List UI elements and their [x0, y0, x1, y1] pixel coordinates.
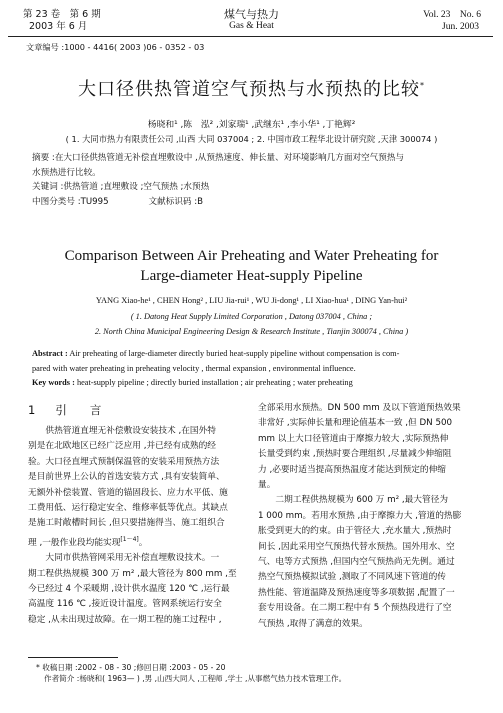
abstract-en	[32, 347, 472, 391]
body-line: 工费用低、运行稳定安全、维修率低等优点。其缺点	[28, 503, 228, 514]
title-en-line-2: Large-diameter Heat-supply Pipeline	[140, 268, 363, 284]
month-label: Jun. 2003	[442, 22, 479, 32]
body-line: 今已经过 4 个采暖期 ,设计供水温度 120 ℃ ,运行最	[28, 583, 230, 594]
body-line: 二期工程供热规模为 600 万 m² ,最大管径为	[275, 495, 449, 506]
affiliation-en-1: ( 1. Datong Heat Supply Limited Corporation , Datong 037004 , China ;	[130, 312, 373, 321]
body-line: 热空气预热模拟试验 ,测取了不同风速下管道的传	[258, 572, 446, 583]
title-en	[0, 246, 503, 286]
journal-title-en: Gas & Heat	[229, 21, 274, 31]
keywords-cn: 关键词 :供热管道 ;直埋敷设 ;空气预热 ;水预热	[32, 182, 210, 192]
body-line: 高温度 116 ℃ ,接近设计温度。管网系统运行安全	[28, 599, 222, 610]
title-footnote-mark: *	[420, 81, 425, 90]
body-line: 是目前世界上公认的首选安装方式 ,具有安装简单、	[28, 472, 225, 483]
footnote-rule	[28, 657, 118, 658]
abstract-cn-line: 水预热进行比较。	[32, 167, 101, 178]
body-line: 套专用设备。在二期工程中有 5 个预热段进行了空	[258, 603, 452, 614]
authors-cn: 杨晓和¹ ,陈 泓² ,刘家瑞¹ ,武继东¹ ,李小华¹ ,丁艳辉²	[147, 120, 356, 130]
body-line: 力 ,必要时适当提高预热温度才能达到预定的伸缩	[258, 464, 446, 475]
body-line: 非常好 ,实际伸长量和理论值基本一致 ,但 DN 500	[258, 418, 453, 429]
right-column	[258, 401, 480, 632]
section-number: 1	[28, 403, 36, 417]
abstract-en-line-2: pared with water preheating in preheating velocity , thermal expansion , environmental influence.	[32, 363, 356, 373]
body-line: 是施工时敞槽时间长 ,但只要措施得当、施工组织合	[28, 518, 225, 529]
journal-title-cn: 煤气与热力	[224, 8, 279, 21]
classification-row	[32, 195, 404, 210]
body-line: 热性能、管道温降及预热速度等多项数据 ,配置了一	[258, 587, 455, 598]
body-line: 稳定 ,从未出现过故障。在一期工程的施工过程中 ,	[28, 614, 222, 625]
body-line	[28, 532, 250, 551]
citation: [1～4]	[120, 535, 139, 543]
article-number: 文章编号 :1000 - 4416( 2003 )06 - 0352 - 03	[26, 42, 205, 52]
body-line: mm 以上大口径管道由于摩擦力较大 ,实际预热伸	[258, 433, 449, 444]
body-line: 全部采用水预热。DN 500 mm 及以下管道预热效果	[258, 403, 461, 413]
volume-label: Vol. 23 No. 6	[423, 10, 481, 20]
body-line: 验。大口径直埋式预制保温管的安装采用预热方法	[28, 456, 220, 467]
footnote-received: * 收稿日期 :2002 - 08 - 30 ;修回日期 :2003 - 05 - 20	[36, 663, 226, 672]
body-line: 气、电等方式预热 ,但国内空气预热尚无先例。通过	[258, 557, 455, 568]
body-line: 期工程供热规模 300 万 m² ,最大管径为 800 mm ,至	[28, 568, 237, 579]
title-cn	[0, 75, 503, 101]
abstract-cn-line: 摘要 :在大口径供热管道无补偿直埋敷设中 ,从预热速度、伸长量、对环境影响几方面对空气预热与	[32, 153, 405, 163]
abstract-cn	[32, 151, 404, 209]
authors-en: YANG Xiao-he¹ , CHEN Hong² , LIU Jia-rui¹ , WU Ji-dong¹ , LI Xiao-hua¹ , DING Yan-hui²	[95, 296, 408, 305]
abstract-en-text: Air preheating of large-diameter directly buried heat-supply pipeline without compensation is com-	[69, 349, 400, 358]
section-title: 引 言	[55, 403, 102, 417]
body-line: 无额外补偿装置、管道的锚固段长、应力水平低、施	[28, 487, 228, 498]
affiliation-en-2: 2. North China Municipal Engineering Design & Research Institute , Tianjin 300074 , China )	[94, 327, 409, 336]
title-en-line-1: Comparison Between Air Preheating and Water Preheating for	[64, 248, 439, 264]
body-line: 量。	[258, 480, 276, 491]
body-line: 间长 ,因此采用空气预热代替水预热。国外用水、空	[258, 541, 455, 552]
body-line: 长量受到约束 ,预热时要合理组织 ,尽量减少伸缩阻	[258, 449, 452, 460]
left-column	[28, 424, 250, 628]
footnote-author: 作者简介 :杨晓和( 1963— ) ,男 ,山西大同人 ,工程师 ,学士 ,从事燃气热力技术管理工作。	[44, 674, 347, 683]
body-line: 别是在北欧地区已经广泛应用 ,并已经有成熟的经	[28, 441, 216, 452]
body-line: 供热管道直埋无补偿敷设安装技术 ,在国外特	[45, 426, 216, 436]
abstract-en-label: Abstract :	[32, 349, 68, 358]
title-cn-text: 大口径供热管道空气预热与水预热的比较	[78, 79, 420, 100]
keywords-en-label: Key words :	[32, 378, 75, 387]
header-rule	[8, 36, 493, 37]
clc-number: 中图分类号 :TU995	[32, 196, 109, 207]
body-line: 气预热 ,取得了满意的效果。	[258, 618, 368, 629]
keywords-en-text: heat-supply pipeline ; directly buried installation ; air preheating ; water preheating	[76, 378, 353, 387]
body-text: 理 ,一般作业段均能实现	[28, 537, 121, 548]
body-text: 。	[138, 537, 148, 548]
document-code: 文献标识码 :B	[148, 196, 204, 207]
body-line: 大同市供热管网采用无补偿直埋敷设技术。一	[45, 553, 220, 564]
body-line: 1 000 mm。若用水预热 ,由于摩擦力大 ,管道的热膨	[258, 510, 462, 521]
keywords-en-row	[32, 376, 472, 391]
issue-label: 第 23 卷 第 6 期	[23, 9, 101, 20]
abstract-en-line-1	[32, 347, 472, 362]
issue-date: 2003 年 6 月	[29, 21, 88, 32]
section-heading	[28, 402, 101, 418]
body-line: 胀受到更大的约束。由于管径大 ,充水量大 ,预热时	[258, 526, 452, 537]
affiliation-cn: ( 1. 大同市热力有限责任公司 ,山西 大同 037004 ; 2. 中国市政工程华北设计研究院 ,天津 300074 )	[65, 134, 438, 144]
